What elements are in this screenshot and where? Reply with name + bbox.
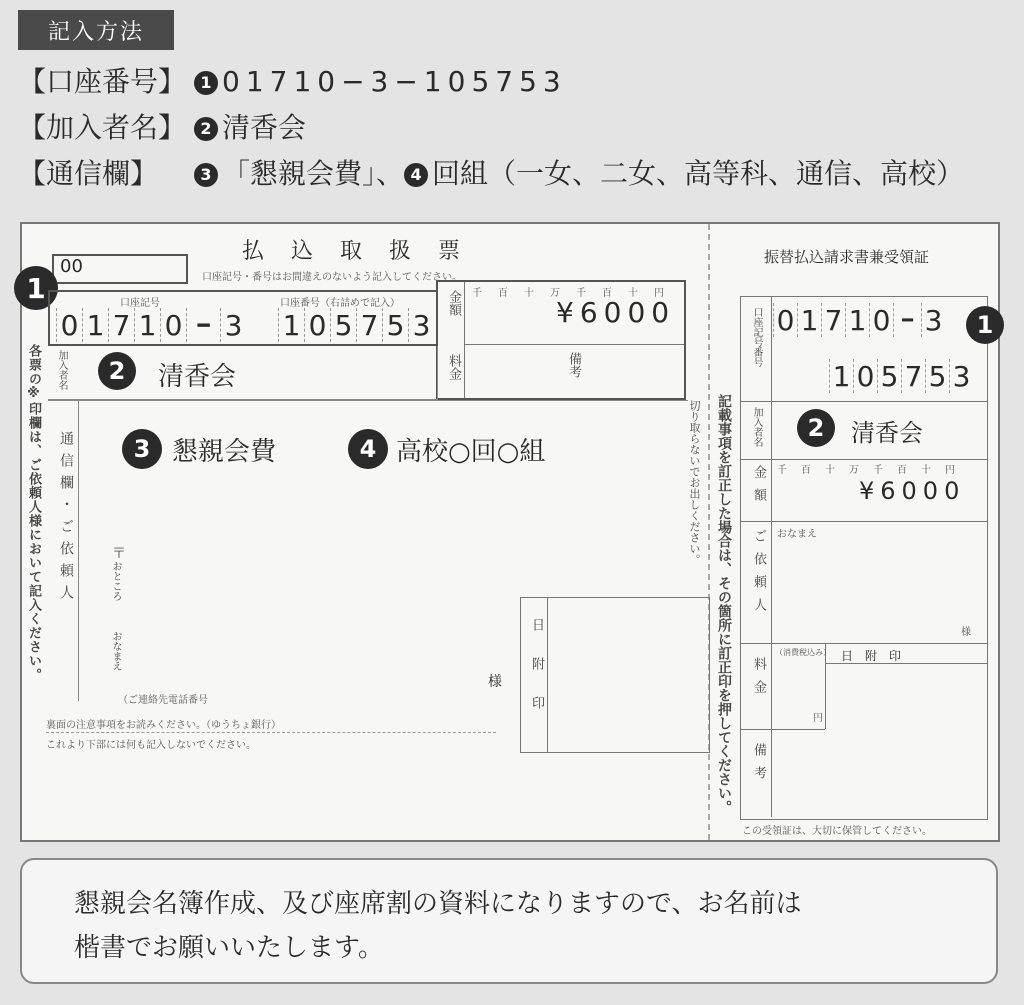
receipt-date-label: 日 附 印 (841, 649, 902, 663)
amount-label: 金額 (446, 290, 461, 316)
note-line-1: 懇親会名簿作成、及び座席割の資料になりますので、お名前は (74, 889, 802, 919)
receipt-amount-units: 千 百 十 万 千 百 十 円 (777, 465, 955, 476)
correction-note: 記載事項を訂正した場合は、その箇所に訂正印を押してください。 (716, 394, 732, 814)
number-4-icon: 4 (404, 163, 428, 187)
instruction-communication (18, 154, 964, 194)
how-to-fill-badge: 記入方法 (18, 10, 174, 50)
receipt-remarks-label: 備考 (751, 743, 766, 789)
number-2-icon: 2 (98, 352, 136, 390)
subscriber-label: 加入者名 (56, 350, 67, 390)
account-digit: 1 (82, 308, 108, 342)
number-2-icon: 2 (797, 409, 835, 447)
account-digit: 3 (921, 303, 945, 337)
receipt-box (740, 296, 988, 820)
dash-mark: ━ (893, 303, 921, 337)
sama-label: 様 (488, 674, 502, 690)
account-digit: 5 (382, 308, 408, 342)
receipt-subscriber-label: 加入者名 (751, 407, 762, 447)
subscriber-name: 清香会 (158, 362, 237, 392)
account-digit: 1 (134, 308, 160, 342)
account-number-label: 口座番号（右詰めで記入） (280, 298, 400, 309)
instruction-value: 清香会 (222, 111, 307, 144)
number-1-icon: 1 (966, 306, 1004, 344)
account-symbol-digits (56, 308, 246, 342)
number-3-icon: 3 (122, 429, 162, 469)
account-symbol-label: 口座記号 (120, 298, 160, 309)
instruction-value: 01710−3−105753 (222, 65, 567, 98)
account-digit: 0 (56, 308, 82, 342)
below-note: これより下部には何も記入しないでください。 (46, 740, 256, 751)
phone-label: （ご連絡先電話番号 (118, 695, 208, 706)
account-digit: 1 (797, 303, 821, 337)
account-digit: 1 (845, 303, 869, 337)
instruction-account (18, 62, 567, 102)
receipt-amount-label: 金額 (751, 465, 766, 511)
date-stamp-box (520, 597, 710, 753)
number-4-icon: 4 (348, 429, 388, 469)
address-label: おところ (110, 561, 121, 601)
account-digit: 0 (853, 359, 877, 393)
communication-text-2: 高校○回○組 (396, 437, 546, 467)
instruction-label: 【口座番号】 (18, 65, 187, 98)
receipt-account-symbol (773, 303, 945, 337)
instruction-label: 【通信欄】 (18, 157, 159, 190)
subscriber-row (48, 346, 438, 400)
amount-units: 千 百 十 万 千 百 十 円 (472, 288, 664, 299)
account-digit: 0 (773, 303, 797, 337)
receipt-account-label: 口座記号番号 (751, 307, 762, 367)
account-digit: 7 (901, 359, 925, 393)
receipt-account-number (829, 359, 973, 393)
number-1-icon: 1 (14, 266, 58, 310)
communication-label: 通信欄・ご依頼人 (58, 431, 74, 607)
receipt-amount: ¥6000 (859, 477, 966, 505)
dash-mark: ━ (186, 308, 220, 342)
account-digit: 5 (330, 308, 356, 342)
account-digit: 0 (869, 303, 893, 337)
fee-label: 料金 (446, 354, 461, 380)
account-digit: 3 (408, 308, 434, 342)
account-digit: 7 (356, 308, 382, 342)
account-number-digits (278, 308, 434, 342)
account-digit: 5 (925, 359, 949, 393)
calligraphy-note (20, 858, 998, 984)
form-subtitle: 口座記号・番号はお間違えのないよう記入してください。 (202, 272, 462, 283)
account-digit: 7 (821, 303, 845, 337)
instruction-label: 【加入者名】 (18, 111, 187, 144)
account-digit: 7 (108, 308, 134, 342)
account-digit: 1 (278, 308, 304, 342)
number-2-icon: 2 (194, 117, 218, 141)
receipt-fee-label: 料金 (751, 657, 766, 703)
payment-form (20, 222, 1000, 842)
note-line-2: 楷書でお願いいたします。 (74, 933, 384, 963)
left-side-note: 各票の※印欄は、ご依頼人様において記入ください。 (26, 344, 41, 682)
postal-mark: 〒 (112, 546, 126, 562)
account-digit: 0 (160, 308, 186, 342)
name-label: おなまえ (110, 631, 121, 671)
receipt-title: 振替払込請求書兼受領証 (764, 248, 930, 266)
top-code-cell: 00 (52, 254, 188, 284)
account-digit: 0 (304, 308, 330, 342)
receipt-yen: 円 (813, 713, 823, 724)
back-note: 裏面の注意事項をお読みください。（ゆうちょ銀行） (46, 720, 281, 731)
instruction-value: 「懇親会費」、 (222, 157, 405, 190)
receipt-subscriber: 清香会 (851, 419, 923, 447)
date-stamp-label: 日附印 (529, 618, 544, 735)
number-3-icon: 3 (194, 163, 218, 187)
receipt-name-label: おなまえ (777, 529, 817, 540)
amount-box (436, 280, 686, 400)
cut-note: 切り取らないでお出しください。 (688, 400, 701, 565)
communication-text: 懇親会費 (172, 437, 277, 467)
account-digit: 5 (877, 359, 901, 393)
account-digit: 3 (949, 359, 973, 393)
number-1-icon: 1 (194, 71, 218, 95)
instruction-value-2: 回組（一女、二女、高等科、通信、高校） (432, 157, 965, 190)
form-title: 払 込 取 扱 票 (242, 239, 470, 264)
receipt-keep-note: この受領証は、大切に保管してください。 (742, 826, 932, 837)
receipt-sama: 様 (961, 627, 971, 638)
instruction-subscriber (18, 108, 306, 148)
account-digit: 3 (220, 308, 246, 342)
receipt-payer-label: ご依頼人 (751, 529, 766, 621)
remarks-label: 備考 (566, 352, 581, 378)
amount-value: ¥6000 (556, 296, 676, 329)
account-box (48, 290, 438, 346)
receipt-fee-tax: （消費税込み） (775, 648, 831, 657)
account-digit: 1 (829, 359, 853, 393)
